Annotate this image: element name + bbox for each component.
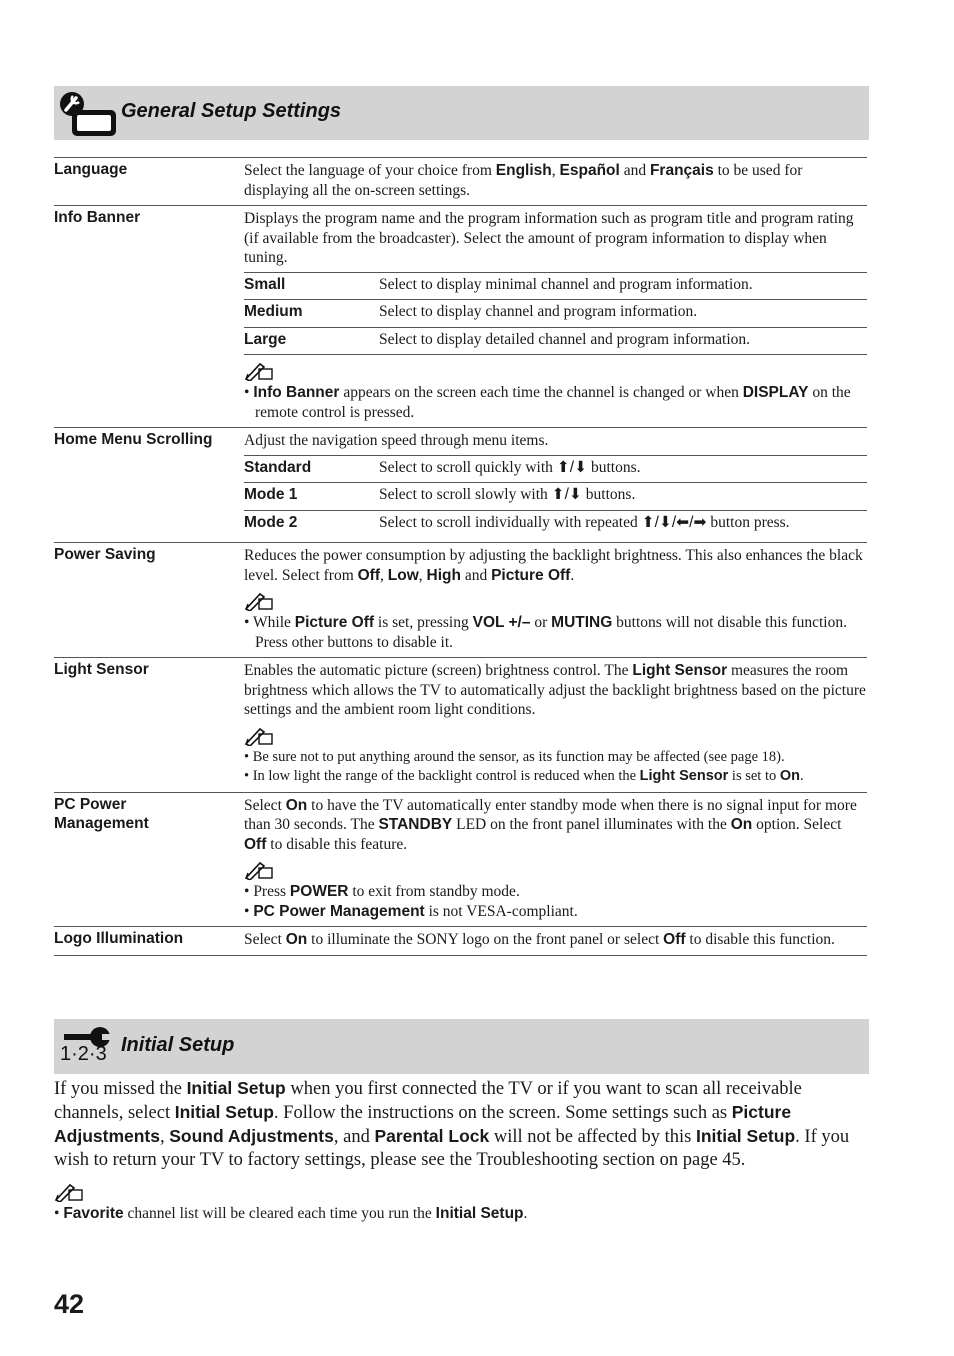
setting-description	[244, 543, 867, 658]
option-text: Select to display minimal channel and program information.	[379, 272, 867, 300]
text: ,	[418, 566, 427, 584]
setting-description	[244, 658, 867, 793]
general-setup-header	[54, 86, 869, 140]
setting-name: Logo Illumination	[54, 927, 244, 956]
text: Light Sensor	[632, 662, 728, 679]
text: LED on the front panel illuminates with the	[452, 816, 731, 833]
text: STANDBY	[378, 816, 453, 833]
icon-caption: 1·2·3	[60, 1043, 107, 1065]
note-item: • In low light the range of the backlight control is reduced when the Light Sensor is set to On.	[244, 768, 804, 784]
text: Picture Off	[491, 566, 571, 584]
text: DISPLAY	[742, 384, 809, 401]
option-francais: Français	[649, 162, 714, 179]
setting-description	[244, 792, 867, 927]
note-pencil-icon	[244, 591, 274, 611]
text: will not be affected by this	[489, 1127, 696, 1147]
text: Select	[244, 796, 286, 814]
text: and	[460, 566, 492, 584]
text: Initial Setup	[174, 1102, 274, 1122]
text: . If you wish to return your TV to factory settings, please see the Troubleshooting section on page 45.	[54, 1127, 850, 1170]
note-item: • Favorite channel list will be cleared each time you run the Initial Setup.	[54, 1205, 528, 1222]
initial-setup-body	[54, 1077, 869, 1224]
option-english: English	[495, 162, 552, 179]
setting-name: Light Sensor	[54, 658, 244, 793]
description-text	[244, 546, 867, 585]
text: Off	[357, 566, 381, 584]
text: on the remote control is pressed.	[255, 384, 851, 421]
text: channel list will be cleared each time you run the	[123, 1205, 436, 1222]
option-row	[244, 510, 867, 537]
text: On	[285, 931, 308, 948]
option-row	[244, 327, 867, 355]
note-pencil-icon	[244, 361, 274, 381]
text: .	[523, 1205, 528, 1222]
text: Management	[54, 815, 149, 832]
setting-name: Language	[54, 158, 244, 206]
option-label: Standard	[244, 455, 379, 483]
option-text: Select to display channel and program information.	[379, 300, 867, 328]
text: Parental Lock	[374, 1126, 490, 1146]
setting-description	[244, 428, 867, 543]
text: PC Power Management	[253, 902, 425, 920]
table-row	[54, 658, 867, 793]
text: POWER	[289, 883, 349, 900]
note-item: • PC Power Management is not VESA-compliant.	[244, 902, 578, 920]
text: to have the TV automatically enter standby mode when there is no signal input for more than 30 seconds. The	[244, 796, 857, 833]
note-item: • Be sure not to put anything around the sensor, as its function may be affected (see page 18).	[244, 748, 785, 765]
text: . Follow the instructions on the screen. Some settings such as	[273, 1103, 732, 1123]
table-row	[54, 206, 867, 428]
text: On	[285, 796, 308, 814]
text: buttons.	[587, 458, 641, 476]
text: In low light the range of the backlight control is reduced when the	[252, 768, 640, 784]
text: Select	[244, 931, 286, 948]
section-title: Initial Setup	[121, 1034, 235, 1056]
option-label: Mode 1	[244, 483, 379, 511]
text: While	[253, 614, 295, 631]
text: MUTING	[551, 614, 613, 631]
section-title: General Setup Settings	[121, 100, 342, 122]
text: button press.	[706, 513, 790, 531]
text: High	[426, 566, 461, 584]
general-settings-table	[54, 157, 867, 956]
text: On	[730, 816, 753, 833]
options-table	[244, 272, 867, 356]
text: PC Power	[54, 795, 127, 813]
text: to be used for displaying all the on-screen settings.	[244, 162, 803, 199]
setting-name: Info Banner	[54, 206, 244, 428]
description-text: Displays the program name and the program information such as program title and program rating (if available from the broadcaster). Select the amount of program information to display when tuning.	[244, 210, 854, 266]
arrow-keys-icon: ⬆/⬇/⬅/➡	[641, 513, 707, 531]
option-label: Small	[244, 272, 379, 300]
option-text	[379, 510, 867, 537]
text: option. Select	[752, 816, 842, 833]
description-text: Adjust the navigation speed through menu items.	[244, 432, 549, 449]
text: Initial Setup	[186, 1078, 286, 1098]
text: Enables the automatic picture (screen) brightness control. The	[244, 662, 633, 679]
note-pencil-icon	[244, 726, 274, 746]
option-label: Large	[244, 327, 379, 355]
text: or	[530, 614, 552, 631]
text: Initial Setup	[695, 1126, 796, 1146]
text: Select to scroll slowly with	[379, 486, 552, 503]
text: VOL +/–	[472, 614, 531, 631]
text: to disable this function.	[685, 931, 835, 948]
table-row	[54, 158, 867, 206]
table-row	[54, 428, 867, 543]
text: Picture Adjustments	[54, 1102, 792, 1146]
option-label: Mode 2	[244, 510, 379, 537]
text: On	[779, 768, 800, 784]
text: Select to scroll quickly with	[379, 458, 557, 476]
text: measures the room brightness which allows the TV to automatically adjust the backlight brightness based on the picture settings and the ambient room light conditions.	[244, 662, 866, 718]
options-table	[244, 455, 867, 538]
initial-setup-header	[54, 1019, 869, 1074]
description-text	[244, 661, 867, 720]
text: to exit from standby mode.	[348, 883, 520, 900]
text: ,	[380, 566, 388, 584]
setting-description	[244, 927, 867, 956]
text: Select to scroll individually with repeated	[379, 513, 642, 531]
note-pencil-icon	[54, 1182, 84, 1202]
note-item: • Press POWER to exit from standby mode.	[244, 883, 520, 900]
text: Initial Setup	[435, 1205, 524, 1222]
setting-description	[244, 206, 867, 428]
arrow-keys-icon: ⬆/⬇	[556, 458, 588, 476]
text: buttons.	[581, 486, 636, 503]
paragraph	[54, 1077, 869, 1172]
note-item: • While Picture Off is set, pressing VOL +/– or MUTING buttons will not disable this function. Press other buttons to disable it.	[244, 614, 847, 651]
text: Favorite	[63, 1205, 124, 1222]
text: Low	[387, 566, 419, 584]
text: when you first connected the TV or if you want to scan all receivable channels, select	[54, 1079, 802, 1123]
text: Reduces the power consumption by adjusting the backlight brightness. This also enhances the black level. Select from	[244, 547, 863, 584]
setting-name	[54, 792, 244, 927]
text: Info Banner	[253, 384, 340, 401]
option-row	[244, 272, 867, 300]
option-row	[244, 455, 867, 483]
text: buttons will not disable this function. Press other buttons to disable it.	[255, 614, 847, 651]
text: Select the language of your choice from	[244, 162, 496, 179]
text: Press	[253, 883, 290, 900]
table-row	[54, 792, 867, 927]
text: to disable this feature.	[266, 835, 408, 853]
text: Picture Off	[294, 614, 375, 631]
option-text	[379, 483, 867, 511]
text: is set, pressing	[374, 614, 473, 631]
page-number: 42	[54, 1289, 85, 1319]
option-label: Medium	[244, 300, 379, 328]
text: Be sure not to put anything around the sensor, as its function may be affected (see page 18).	[252, 748, 785, 765]
text: .	[570, 566, 575, 584]
option-text	[379, 455, 867, 483]
text: Sound Adjustments	[169, 1126, 334, 1146]
text: Off	[663, 931, 686, 948]
table-row	[54, 927, 867, 956]
text: .	[800, 768, 804, 784]
text: ,	[551, 162, 560, 179]
wrench-screen-icon	[58, 90, 118, 138]
option-row	[244, 300, 867, 328]
note-item: • Info Banner appears on the screen each time the channel is changed or when DISPLAY on the remote control is pressed.	[244, 384, 851, 421]
text: is not VESA-compliant.	[424, 902, 578, 920]
option-espanol: Español	[559, 162, 620, 179]
text: to illuminate the SONY logo on the front panel or select	[307, 931, 664, 948]
setting-name: Home Menu Scrolling	[54, 428, 244, 543]
text: ,	[159, 1127, 170, 1147]
option-row	[244, 483, 867, 511]
setting-description	[244, 158, 867, 206]
setting-name: Power Saving	[54, 543, 244, 658]
note-pencil-icon	[244, 860, 274, 880]
option-text: Select to display detailed channel and program information.	[379, 327, 867, 355]
arrow-keys-icon: ⬆/⬇	[551, 486, 582, 503]
description-text	[244, 796, 867, 855]
text: is set to	[728, 768, 780, 784]
table-row	[54, 543, 867, 658]
text: Off	[244, 835, 267, 853]
text: appears on the screen each time the channel is changed or when	[339, 384, 743, 401]
text: and	[619, 162, 650, 179]
text: Light Sensor	[639, 768, 729, 784]
text: If you missed the	[54, 1079, 187, 1099]
text: , and	[333, 1127, 375, 1147]
